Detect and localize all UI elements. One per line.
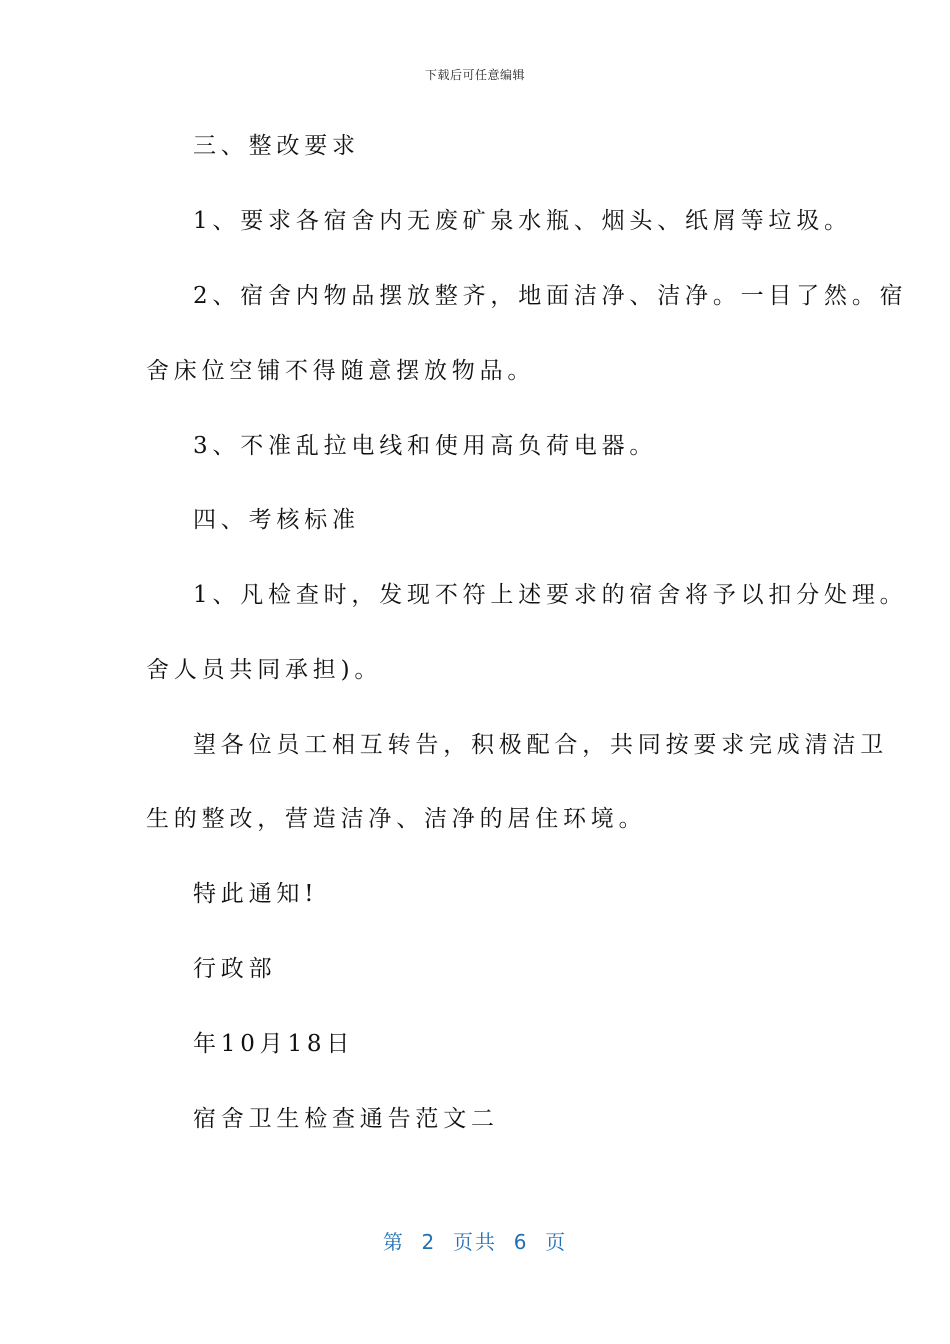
signature-date: 年10月18日	[193, 1031, 355, 1057]
assessment-1-line-1: 1、凡检查时，发现不符上述要求的宿舍将予以扣分处理。	[193, 582, 908, 608]
requirement-1: 1、要求各宿舍内无废矿泉水瓶、烟头、纸屑等垃圾。	[193, 208, 852, 234]
closing-paragraph-line-2: 生的整改，营造洁净、洁净的居住环境。	[146, 806, 647, 832]
page-number: 第 2 页共 6 页	[382, 1230, 568, 1254]
section-heading-assessment: 四、考核标准	[193, 507, 360, 533]
notice-closing: 特此通知!	[193, 881, 319, 907]
section-heading-rectification: 三、整改要求	[193, 133, 360, 159]
next-section-title: 宿舍卫生检查通告范文二	[193, 1106, 499, 1132]
requirement-2-line-2: 舍床位空铺不得随意摆放物品。	[146, 358, 536, 384]
header-note: 下载后可任意编辑	[424, 68, 525, 82]
assessment-1-line-2: 舍人员共同承担)。	[146, 657, 383, 683]
requirement-3: 3、不准乱拉电线和使用高负荷电器。	[193, 433, 658, 459]
closing-paragraph-line-1: 望各位员工相互转告，积极配合，共同按要求完成清洁卫	[193, 732, 888, 758]
signature-department: 行政部	[193, 956, 277, 982]
requirement-2-line-1: 2、宿舍内物品摆放整齐，地面洁净、洁净。一目了然。宿	[193, 283, 908, 309]
